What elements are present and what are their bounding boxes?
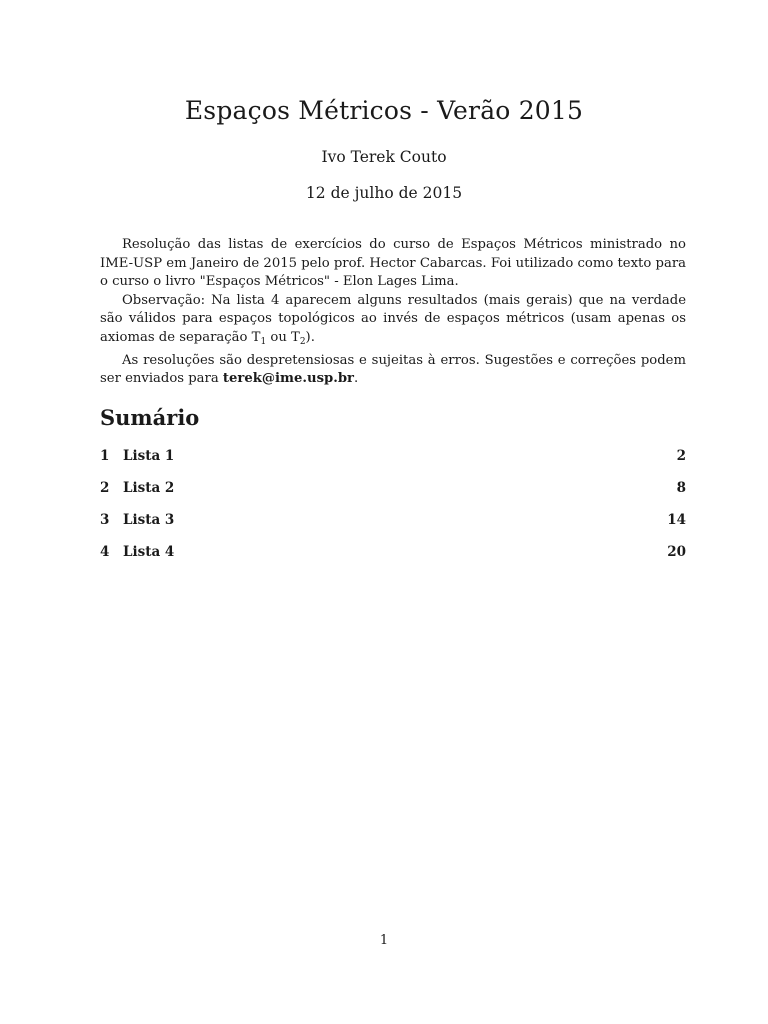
email-address: terek@ime.usp.br <box>222 371 354 387</box>
abstract-text-2a: Observação: Na lista 4 aparecem alguns resultados (mais gerais) que na verdade são válidos para espaços topológicos ao invés de espaços métricos (usam apenas os axiomas de separação <box>100 292 686 345</box>
toc-entry-number: 1 <box>100 448 110 464</box>
abstract-text-1: Resolução das listas de exercícios do curso de Espaços Métricos ministrado no IME-USP em Janeiro de 2015 pelo prof. Hector Cabarcas. Foi utilizado como texto para o curso o livro "Espaços Métricos" - Elon Lages Lima. <box>100 237 686 290</box>
abstract-paragraph-1 <box>100 236 686 292</box>
toc-entry-page: 20 <box>667 544 686 560</box>
t2-base: T <box>291 329 300 345</box>
table-of-contents <box>100 446 686 574</box>
page-number: 1 <box>379 933 389 948</box>
toc-entry-number: 4 <box>100 544 110 560</box>
abstract-paragraph-2 <box>100 292 686 352</box>
abstract-paragraph-3 <box>100 352 686 389</box>
toc-entry-page: 14 <box>667 512 686 528</box>
toc-entry-label: Lista 2 <box>123 480 175 496</box>
document-title: Espaços Métricos - Verão 2015 <box>184 96 584 125</box>
t2-symbol <box>291 330 306 345</box>
toc-entry-number: 2 <box>100 480 110 496</box>
toc-entry-number: 3 <box>100 512 110 528</box>
toc-entry-3[interactable] <box>100 510 686 542</box>
abstract-text-2b: ou <box>266 329 292 345</box>
toc-entry-label: Lista 3 <box>123 512 175 528</box>
t1-base: T <box>251 329 261 345</box>
t1-symbol <box>252 330 267 345</box>
toc-entry-page: 2 <box>676 448 686 464</box>
toc-entry-label: Lista 1 <box>123 448 175 464</box>
t2-subscript: 2 <box>299 336 306 347</box>
abstract-text-2c: ). <box>305 329 315 345</box>
toc-entry-page: 8 <box>676 480 686 496</box>
t1-subscript: 1 <box>260 336 267 347</box>
toc-entry-1[interactable] <box>100 446 686 478</box>
abstract-text-3b: . <box>354 371 359 387</box>
document-author: Ivo Terek Couto <box>321 148 447 166</box>
toc-entry-label: Lista 4 <box>123 544 175 560</box>
toc-entry-2[interactable] <box>100 478 686 510</box>
document-date: 12 de julho de 2015 <box>305 184 463 202</box>
toc-heading: Sumário <box>100 405 200 430</box>
abstract-text-3a: As resoluções são despretensiosas e sujeitas à erros. Sugestões e correções podem ser enviados para <box>100 352 686 387</box>
abstract <box>100 236 686 389</box>
toc-entry-4[interactable] <box>100 542 686 574</box>
